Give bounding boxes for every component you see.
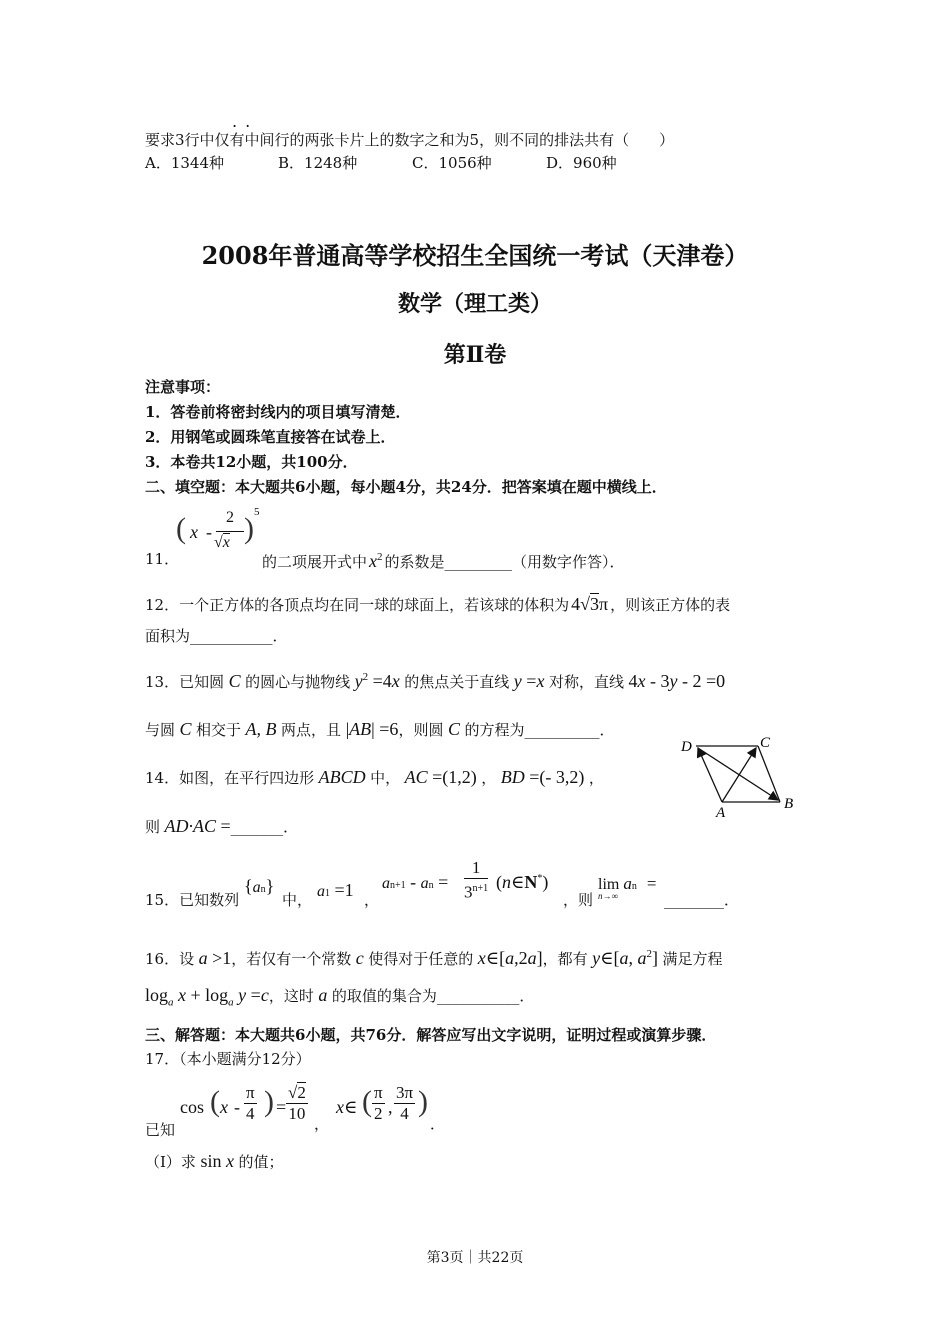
q15-a1: a1 =1: [317, 880, 354, 900]
parallelogram-figure: [676, 732, 806, 822]
option-a: A．1344种: [145, 154, 225, 172]
q16-line2: $\log_a x + \log_a y =c$，这时 a 的取值的集合为___________．: [145, 985, 535, 1009]
note-1: 1．答卷前将密封线内的项目填写清楚．: [145, 403, 411, 421]
label-a: A: [716, 805, 726, 821]
q14-line1: 14．如图，在平行四边形 ABCD 中， AC =(1,2) ， BD =(- 3,2) ，: [145, 767, 604, 787]
exam-subtitle: 数学（理工类）: [397, 291, 552, 317]
q15-limit: lim an = n→∞: [598, 874, 657, 901]
q15-label: 15．已知数列: [145, 891, 240, 909]
emphasis-dots: ..: [232, 112, 259, 131]
q15-seq: {an}: [244, 876, 275, 896]
q15-e: ________．: [664, 891, 740, 909]
q16-line1: 16．设 a >1，若仅有一个常数 c 使得对于任意的 x∈[a,2a]，都有 y∈[a, $a^2$] 满足方程: [145, 948, 723, 968]
q11-number: 11．: [145, 550, 180, 568]
note-2: 2．用钢笔或圆珠笔直接答在试卷上．: [145, 428, 396, 446]
q11-text: 的二项展开式中 $x^2$ 的系数是_________（用数字作答）．: [262, 551, 625, 571]
label-b: B: [784, 796, 794, 812]
q12-line2: 面积为___________．: [145, 627, 288, 645]
q17-head: 17．（本小题满分12分）: [145, 1050, 311, 1068]
q17-equation: cos ( x - $\frac{\pi}{4}$ ) = $\frac{√2}{10}$ ， x∈ ( $\frac{\pi}{2}$ , $\frac{3\pi}{4}$ ) ．: [180, 1083, 446, 1133]
label-c: C: [760, 735, 771, 751]
page-footer: 第3页｜共22页: [426, 1250, 524, 1266]
option-b: B．1248种: [278, 154, 358, 172]
q15-b: 中，: [282, 891, 313, 909]
part2-heading: 二、填空题：本大题共6小题，每小题4分，共24分．把答案填在题中横线上．: [145, 478, 667, 496]
question-tail: 要求3行中仅有中间行的两张卡片上的数字之和为5，则不同的排法共有（ ）: [145, 131, 675, 149]
q12-line1: 12．一个正方体的各顶点均在同一球的球面上，若该球的体积为 4√3π ，则该正方体的表: [145, 594, 731, 614]
q15-c: ，: [364, 891, 380, 909]
q13-line1: 13．已知圆 C 的圆心与抛物线 $y^2 =4x$ 的焦点关于直线 y =x 对称，直线 4x - 3y - 2 =0: [145, 671, 726, 691]
q14-line2: 则 AD·AC =_______．: [145, 816, 299, 836]
notes-heading: 注意事项：: [145, 378, 221, 396]
q17-given: 已知: [145, 1121, 176, 1139]
exam-title: 2008年普通高等学校招生全国统一考试（天津卷）: [201, 241, 749, 270]
section-title: 第Ⅱ卷: [443, 342, 507, 368]
q13-line2: 与圆 C 相交于 A, B 两点，且 |AB| =6，则圆 C 的方程为__________．: [145, 719, 615, 739]
part3-heading: 三、解答题：本大题共6小题，共76分．解答应写出文字说明，证明过程或演算步骤．: [145, 1026, 717, 1044]
q15-d: ，则: [563, 891, 594, 909]
q17-part1: （Ⅰ）求 sin x 的值；: [145, 1151, 284, 1171]
option-c: C．1056种: [412, 154, 492, 172]
label-d: D: [681, 739, 692, 755]
option-d: D．960种: [546, 154, 617, 172]
note-3: 3．本卷共12小题，共100分．: [145, 453, 358, 471]
